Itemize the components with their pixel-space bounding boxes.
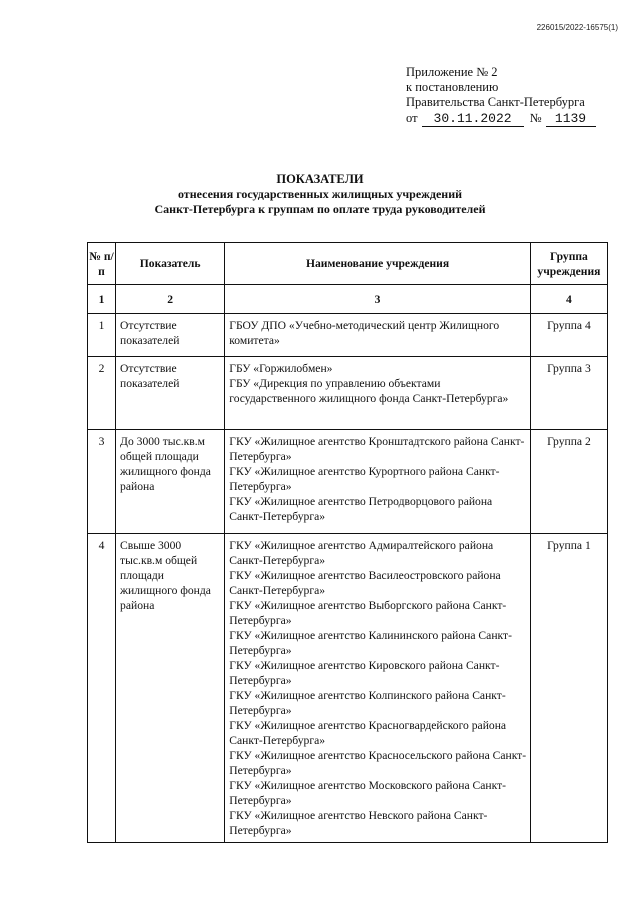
institution-name: ГКУ «Жилищное агентство Невского района Санкт-Петербурга» <box>229 809 488 837</box>
institution-name: ГБУ «Горжилобмен» <box>229 362 333 375</box>
institution-name: ГКУ «Жилищное агентство Красногвардейского района Санкт-Петербурга» <box>229 719 507 747</box>
row-group: Группа 4 <box>530 314 607 357</box>
heading-title: ПОКАЗАТЕЛИ <box>276 172 364 186</box>
row-indicator: Свыше 3000 тыс.кв.м общей площади жилищного фонда района <box>116 534 225 843</box>
row-number: 4 <box>88 534 116 843</box>
institution-name: ГКУ «Жилищное агентство Адмиралтейского района Санкт-Петербурга» <box>229 539 494 567</box>
institution-name: ГКУ «Жилищное агентство Кронштадтского района Санкт-Петербурга» <box>229 435 525 463</box>
institution-name: ГКУ «Жилищное агентство Красносельского района Санкт-Петербурга» <box>229 749 527 777</box>
row-group: Группа 3 <box>530 357 607 430</box>
date-prefix: от <box>406 111 418 125</box>
institution-name: ГБУ «Дирекция по управлению объектами государственного жилищного фонда Санкт-Петербурга» <box>229 377 509 405</box>
table-header-row <box>88 243 608 285</box>
header-name: Наименование учреждения <box>225 243 531 285</box>
institution-name: ГКУ «Жилищное агентство Петродворцового района Санкт-Петербурга» <box>229 495 493 523</box>
registration-number: 226015/2022-16575(1) <box>536 23 618 32</box>
institution-name: ГКУ «Жилищное агентство Колпинского района Санкт-Петербурга» <box>229 689 506 717</box>
appendix-line-1: Приложение № 2 <box>406 65 498 79</box>
institution-name: ГБОУ ДПО «Учебно-методический центр Жилищного комитета» <box>229 319 500 347</box>
column-number: 3 <box>225 285 531 314</box>
institution-name: ГКУ «Жилищное агентство Василеостровского района Санкт-Петербурга» <box>229 569 501 597</box>
indicators-table <box>87 242 608 843</box>
number-prefix: № <box>529 111 542 125</box>
column-number: 4 <box>530 285 607 314</box>
header-no: № п/п <box>88 243 116 285</box>
resolution-date: 30.11.2022 <box>422 112 524 127</box>
document-heading <box>120 172 520 217</box>
institution-name: ГКУ «Жилищное агентство Кировского района Санкт-Петербурга» <box>229 659 500 687</box>
header-group: Группа учреждения <box>530 243 607 285</box>
header-indicator: Показатель <box>116 243 225 285</box>
column-number-row <box>88 285 608 314</box>
row-institutions <box>225 534 531 843</box>
heading-subtitle-1: отнесения государственных жилищных учреждений <box>177 187 463 201</box>
institution-name: ГКУ «Жилищное агентство Выборгского района Санкт-Петербурга» <box>229 599 507 627</box>
row-group: Группа 2 <box>530 430 607 534</box>
row-indicator: Отсутствие показателей <box>116 357 225 430</box>
row-indicator: Отсутствие показателей <box>116 314 225 357</box>
row-institutions <box>225 430 531 534</box>
institution-name: ГКУ «Жилищное агентство Московского района Санкт-Петербурга» <box>229 779 506 807</box>
heading-subtitle-2: Санкт-Петербурга к группам по оплате труда руководителей <box>154 202 486 216</box>
column-number: 2 <box>116 285 225 314</box>
appendix-date-line <box>406 111 596 127</box>
resolution-number: 1139 <box>546 112 596 127</box>
table-row <box>88 357 608 430</box>
row-number: 2 <box>88 357 116 430</box>
institution-name: ГКУ «Жилищное агентство Калининского района Санкт-Петербурга» <box>229 629 512 657</box>
table-row <box>88 534 608 843</box>
institution-name: ГКУ «Жилищное агентство Курортного района Санкт-Петербурга» <box>229 465 500 493</box>
row-indicator: До 3000 тыс.кв.м общей площади жилищного фонда района <box>116 430 225 534</box>
row-group: Группа 1 <box>530 534 607 843</box>
row-number: 3 <box>88 430 116 534</box>
table-row <box>88 314 608 357</box>
row-institutions <box>225 314 531 357</box>
appendix-block <box>406 65 596 127</box>
table-row <box>88 430 608 534</box>
appendix-line-3: Правительства Санкт-Петербурга <box>406 95 585 109</box>
column-number: 1 <box>88 285 116 314</box>
row-number: 1 <box>88 314 116 357</box>
appendix-line-2: к постановлению <box>406 80 499 94</box>
row-institutions <box>225 357 531 430</box>
